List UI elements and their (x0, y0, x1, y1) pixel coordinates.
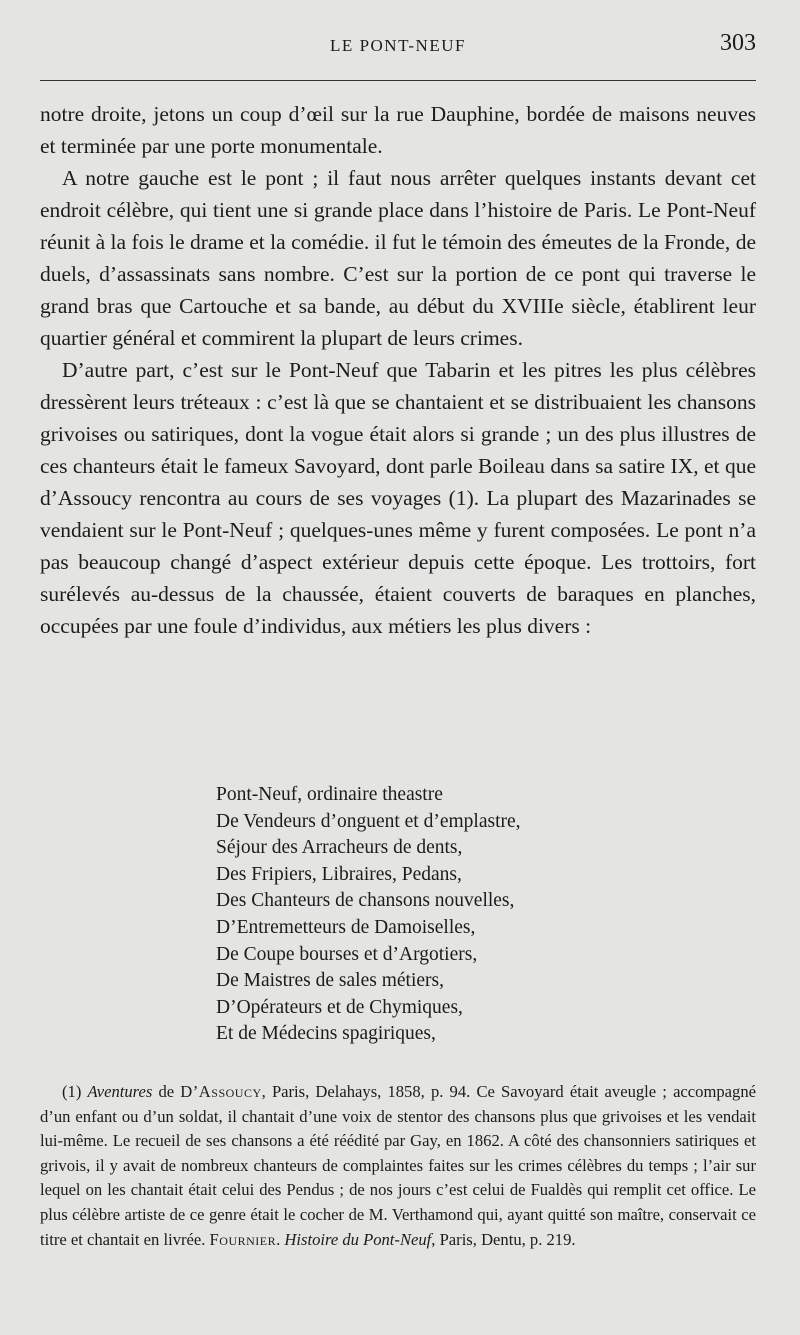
verse-line: Pont-Neuf, ordinaire theastre (216, 784, 443, 805)
verse-line: De Coupe bourses et d’Argotiers, (216, 943, 478, 965)
footnote (40, 1080, 756, 1252)
footnote-work-title: Aventures (87, 1082, 153, 1101)
verse-line: D’Entremetteurs de Damoiselles, (216, 916, 476, 938)
verse-line: Séjour des Arracheurs de dents, (216, 837, 463, 859)
verse-line: Des Fripiers, Libraires, Pedans, (216, 863, 462, 885)
footnote-text: , Paris, Dentu, p. 219. (431, 1229, 576, 1249)
running-head (40, 30, 756, 66)
footnote-marker: (1) (62, 1082, 88, 1101)
verse-line: Et de Médecins spagiriques, (216, 1023, 436, 1045)
verse-line: Des Chanteurs de chansons nouvelles, (216, 890, 515, 912)
footnote-text: de (152, 1082, 181, 1101)
header-rule (40, 80, 756, 81)
paragraph-3: D’autre part, c’est sur le Pont-Neuf que Tabarin et les pitres les plus célèbres dressèrent leurs tréteaux : c’est là que se chantaient et se distribuaient les chansons grivoises ou satiriques, dont la vogue était alors si grande ; un des plus illustres de ces chanteurs était le fameux Savoyard, dont parle Boileau dans sa satire IX, et que d’Assoucy rencontra au cours de ses voyages (1). La plupart des Mazarinades se vendaient sur le Pont-Neuf ; quelques-unes même y furent composées. Le pont n’a pas beaucoup changé d’aspect extérieur depuis cette époque. Les trottoirs, fort surélevés au-dessus de la chaussée, étaient couverts de baraques en planches, occupées par une foule d’individus, aux métiers les plus divers : (40, 358, 756, 638)
paragraph-1: notre droite, jetons un coup d’œil sur la rue Dauphine, bordée de maisons neuves et terminée par une porte monumentale. (40, 102, 756, 158)
paragraph-2: A notre gauche est le pont ; il faut nous arrêter quelques instants devant cet endroit célèbre, qui tient une si grande place dans l’histoire de Paris. Le Pont-Neuf réunit à la fois le drame et la comédie. il fut le témoin des émeutes de la Fronde, de duels, d’assassinats sans nombre. C’est sur la portion de ce pont qui traverse le grand bras que Cartouche et sa bande, au début du XVIIIe siècle, établirent leur quartier général et commirent la plupart de leurs crimes. (40, 166, 756, 350)
running-title: LE PONT-NEUF (330, 36, 466, 55)
verse-line: D’Opérateurs et de Chymiques, (216, 996, 463, 1018)
footnote-text: . (276, 1229, 285, 1249)
footnote-text: , Paris, Delahays, 1858, p. 94. Ce Savoyard était aveugle ; accompagné d’un enfant ou d’un soldat, il chantait d’une voix de stentor des chansons plus que grivoises et les vendait lui-même. Le recueil de ses chansons a été réédité par Gay, en 1862. A côté des chansonniers satiriques et grivois, il y avait de nombreux chanteurs de complaintes faites sur les crimes célèbres du temps ; l’air sur lequel on les chantait était celui des Pendus ; de nos jours c’est celui de Fualdès qui remplit cet office. Le plus célèbre artiste de ce genre était le cocher de M. Verthamond qui, ayant quitté son maître, conservait ce titre et chantait en livrée. (40, 1082, 756, 1249)
footnote-source-title: Histoire du Pont-Neuf (284, 1229, 432, 1249)
verse-quotation (216, 782, 521, 1048)
body-text (40, 98, 756, 642)
verse-line: De Vendeurs d’onguent et d’emplastre, (216, 810, 521, 832)
page-number: 303 (720, 30, 756, 56)
verse-line: De Maistres de sales métiers, (216, 970, 444, 992)
footnote-source-author: Fournier (209, 1229, 277, 1249)
footnote-author: D’Assoucy (180, 1082, 262, 1101)
